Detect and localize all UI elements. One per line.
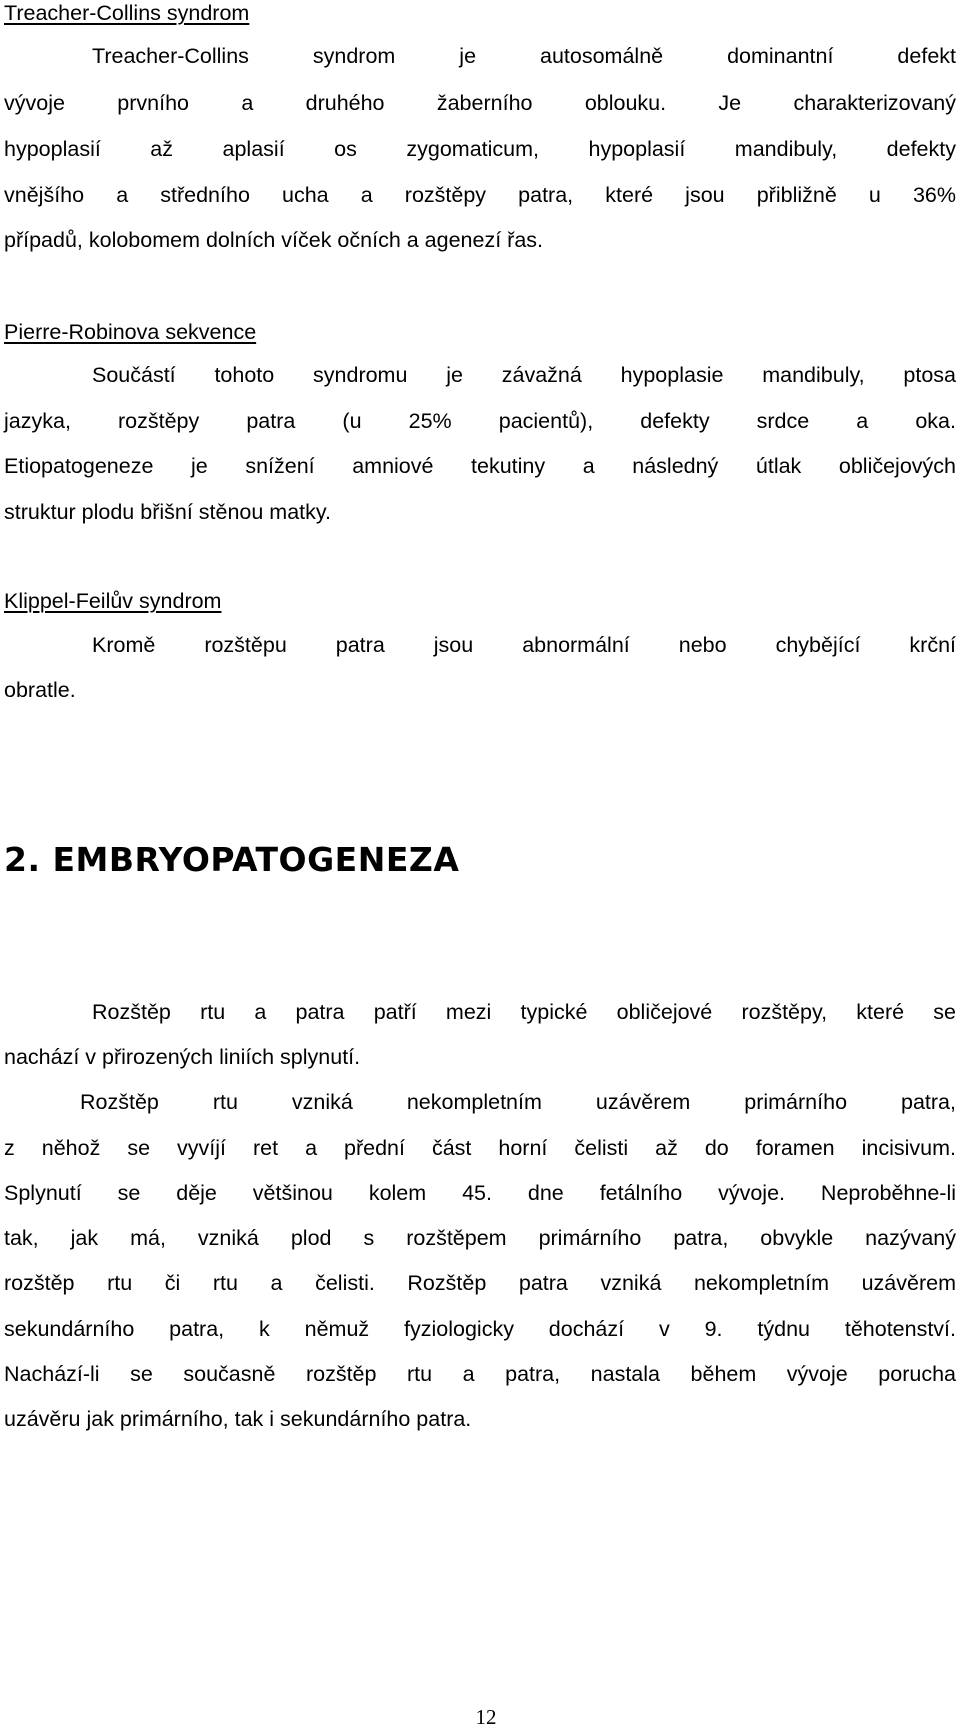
paragraph-line: z něhož se vyvíjí ret a přední část horní čelisti až do foramen incisivum. (4, 1136, 956, 1160)
paragraph-line: struktur plodu břišní stěnou matky. (4, 500, 332, 524)
section-heading-pierre-robin: Pierre-Robinova sekvence (4, 320, 257, 344)
paragraph-line: tak, jak má, vzniká plod s rozštěpem primárního patra, obvykle nazývaný (4, 1226, 956, 1250)
paragraph-line: Kromě rozštěpu patra jsou abnormální nebo chybějící krční (92, 633, 956, 657)
paragraph-line: případů, kolobomem dolních víček očních a agenezí řas. (4, 228, 544, 252)
paragraph-line: Nachází-li se současně rozštěp rtu a patra, nastala během vývoje porucha (4, 1362, 956, 1386)
page-number: 12 (475, 1705, 497, 1729)
section-heading-treacher-collins: Treacher-Collins syndrom (4, 1, 250, 25)
paragraph-line: obratle. (4, 678, 76, 702)
paragraph-line: uzávěru jak primárního, tak i sekundárního patra. (4, 1407, 472, 1431)
paragraph-line: jazyka, rozštěpy patra (u 25% pacientů), defekty srdce a oka. (4, 409, 956, 433)
paragraph-line: rozštěp rtu či rtu a čelisti. Rozštěp patra vzniká nekompletním uzávěrem (4, 1271, 956, 1295)
paragraph-line: vnějšího a středního ucha a rozštěpy patra, které jsou přibližně u 36% (4, 183, 956, 207)
paragraph-line: sekundárního patra, k němuž fyziologicky dochází v 9. týdnu těhotenství. (4, 1317, 956, 1341)
section-heading-klippel-feil: Klippel-Feilův syndrom (4, 589, 222, 613)
paragraph-line: Součástí tohoto syndromu je závažná hypoplasie mandibuly, ptosa (92, 363, 956, 387)
paragraph-line: hypoplasií až aplasií os zygomaticum, hypoplasií mandibuly, defekty (4, 137, 956, 161)
paragraph-line: nachází v přirozených liniích splynutí. (4, 1045, 361, 1069)
paragraph-line: Rozštěp rtu a patra patří mezi typické obličejové rozštěpy, které se (92, 1000, 956, 1024)
paragraph-line: Splynutí se děje většinou kolem 45. dne fetálního vývoje. Neproběhne-li (4, 1181, 956, 1205)
chapter-title: 2. EMBRYOPATOGENEZA (4, 840, 460, 879)
paragraph-line: Rozštěp rtu vzniká nekompletním uzávěrem primárního patra, (80, 1090, 956, 1114)
paragraph-line: Treacher-Collins syndrom je autosomálně dominantní defekt (92, 44, 956, 68)
paragraph-line: Etiopatogeneze je snížení amniové tekutiny a následný útlak obličejových (4, 454, 956, 478)
paragraph-line: vývoje prvního a druhého žaberního oblouku. Je charakterizovaný (4, 91, 956, 115)
